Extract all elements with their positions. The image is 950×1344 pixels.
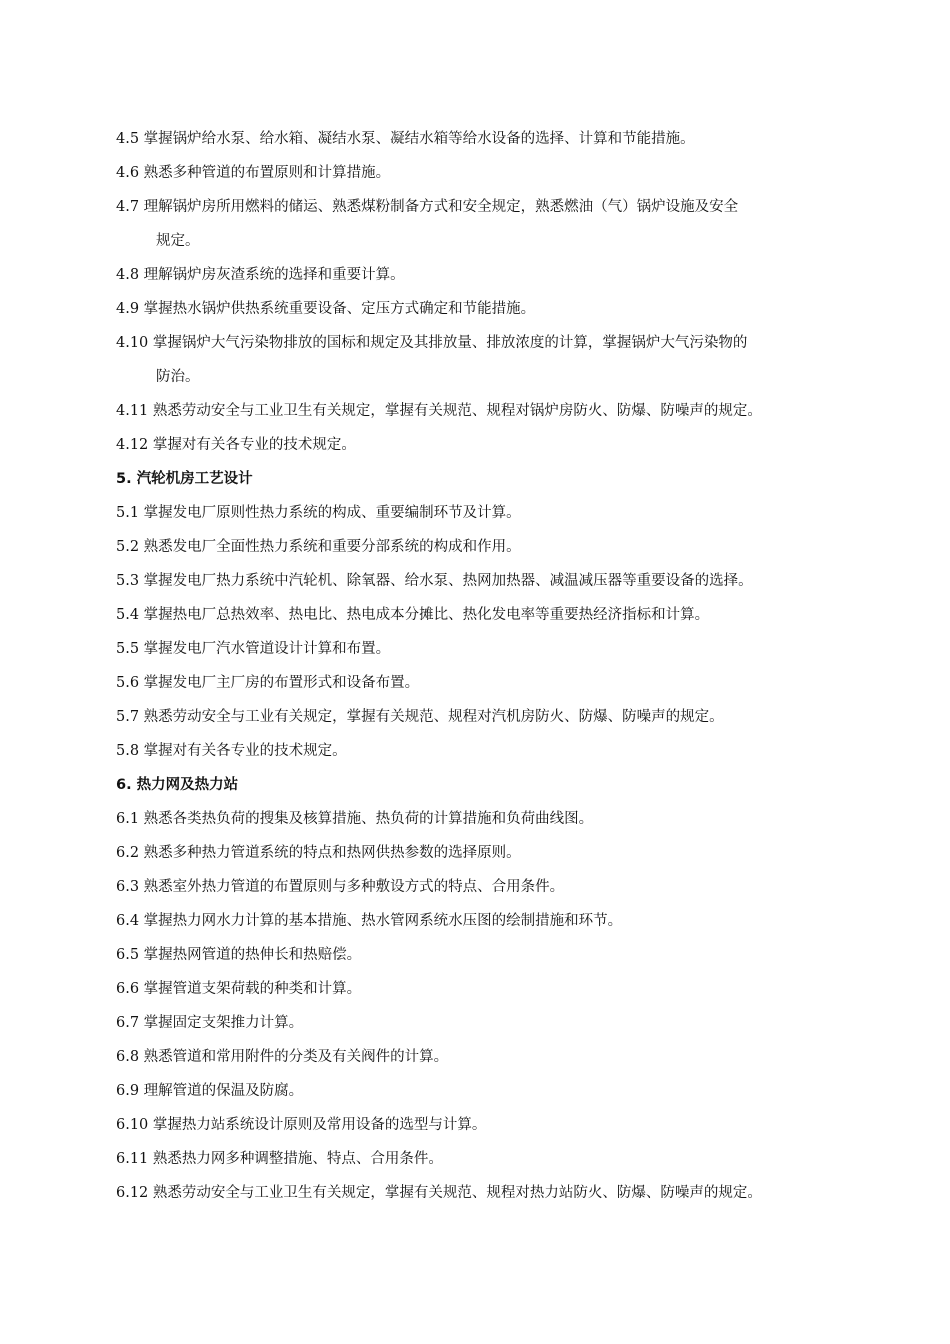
- list-item: 6.11 熟悉热力网多种调整措施、特点、合用条件。: [116, 1151, 443, 1167]
- list-item: [116, 190, 856, 258]
- list-item: 5.8 掌握对有关各专业的技术规定。: [116, 743, 347, 759]
- list-item: 5.7 熟悉劳动安全与工业有关规定，掌握有关规范、规程对汽机房防火、防爆、防噪声的规定。: [116, 709, 724, 725]
- list-item: [116, 326, 856, 394]
- list-item-text: 4.7 理解锅炉房所用燃料的储运、熟悉煤粉制备方式和安全规定，熟悉燃油（气）锅炉设施及安全: [116, 199, 739, 215]
- list-item: 5.6 掌握发电厂主厂房的布置形式和设备布置。: [116, 675, 420, 691]
- list-item: 5.4 掌握热电厂总热效率、热电比、热电成本分摊比、热化发电率等重要热经济指标和计算。: [116, 607, 710, 623]
- list-item: 4.9 掌握热水锅炉供热系统重要设备、定压方式确定和节能措施。: [116, 301, 536, 317]
- list-item: 6.5 掌握热网管道的热伸长和热赔偿。: [116, 947, 362, 963]
- list-item: 6.12 熟悉劳动安全与工业卫生有关规定，掌握有关规范、规程对热力站防火、防爆、防噪声的规定。: [116, 1185, 762, 1201]
- list-item: 6.4 掌握热力网水力计算的基本措施、热水管网系统水压图的绘制措施和环节。: [116, 913, 623, 929]
- document-content: [116, 122, 856, 1210]
- section-heading: 6. 热力网及热力站: [116, 777, 239, 793]
- list-item: 4.12 掌握对有关各专业的技术规定。: [116, 437, 356, 453]
- list-item: 4.11 熟悉劳动安全与工业卫生有关规定，掌握有关规范、规程对锅炉房防火、防爆、防噪声的规定。: [116, 403, 762, 419]
- list-item: 6.6 掌握管道支架荷载的种类和计算。: [116, 981, 362, 997]
- list-item: 6.10 掌握热力站系统设计原则及常用设备的选型与计算。: [116, 1117, 487, 1133]
- list-item: 6.3 熟悉室外热力管道的布置原则与多种敷设方式的特点、合用条件。: [116, 879, 565, 895]
- list-item: 6.7 掌握固定支架推力计算。: [116, 1015, 304, 1031]
- list-item: 4.6 熟悉多种管道的布置原则和计算措施。: [116, 165, 391, 181]
- list-item: 5.2 熟悉发电厂全面性热力系统和重要分部系统的构成和作用。: [116, 539, 521, 555]
- list-item: 5.3 掌握发电厂热力系统中汽轮机、除氧器、给水泵、热网加热器、减温减压器等重要设备的选择。: [116, 573, 753, 589]
- list-item: 6.2 熟悉多种热力管道系统的特点和热网供热参数的选择原则。: [116, 845, 521, 861]
- list-item: 5.1 掌握发电厂原则性热力系统的构成、重要编制环节及计算。: [116, 505, 521, 521]
- list-item: 4.5 掌握锅炉给水泵、给水箱、凝结水泵、凝结水箱等给水设备的选择、计算和节能措施。: [116, 131, 695, 147]
- list-item: 6.1 熟悉各类热负荷的搜集及核算措施、热负荷的计算措施和负荷曲线图。: [116, 811, 594, 827]
- list-item-continuation: 规定。: [156, 233, 200, 249]
- list-item: 6.9 理解管道的保温及防腐。: [116, 1083, 304, 1099]
- list-item: 5.5 掌握发电厂汽水管道设计计算和布置。: [116, 641, 391, 657]
- list-item: 4.8 理解锅炉房灰渣系统的选择和重要计算。: [116, 267, 405, 283]
- list-item: 6.8 熟悉管道和常用附件的分类及有关阀件的计算。: [116, 1049, 449, 1065]
- list-item-continuation: 防治。: [156, 369, 200, 385]
- list-item-text: 4.10 掌握锅炉大气污染物排放的国标和规定及其排放量、排放浓度的计算，掌握锅炉大气污染物的: [116, 335, 748, 351]
- section-heading: 5. 汽轮机房工艺设计: [116, 471, 253, 487]
